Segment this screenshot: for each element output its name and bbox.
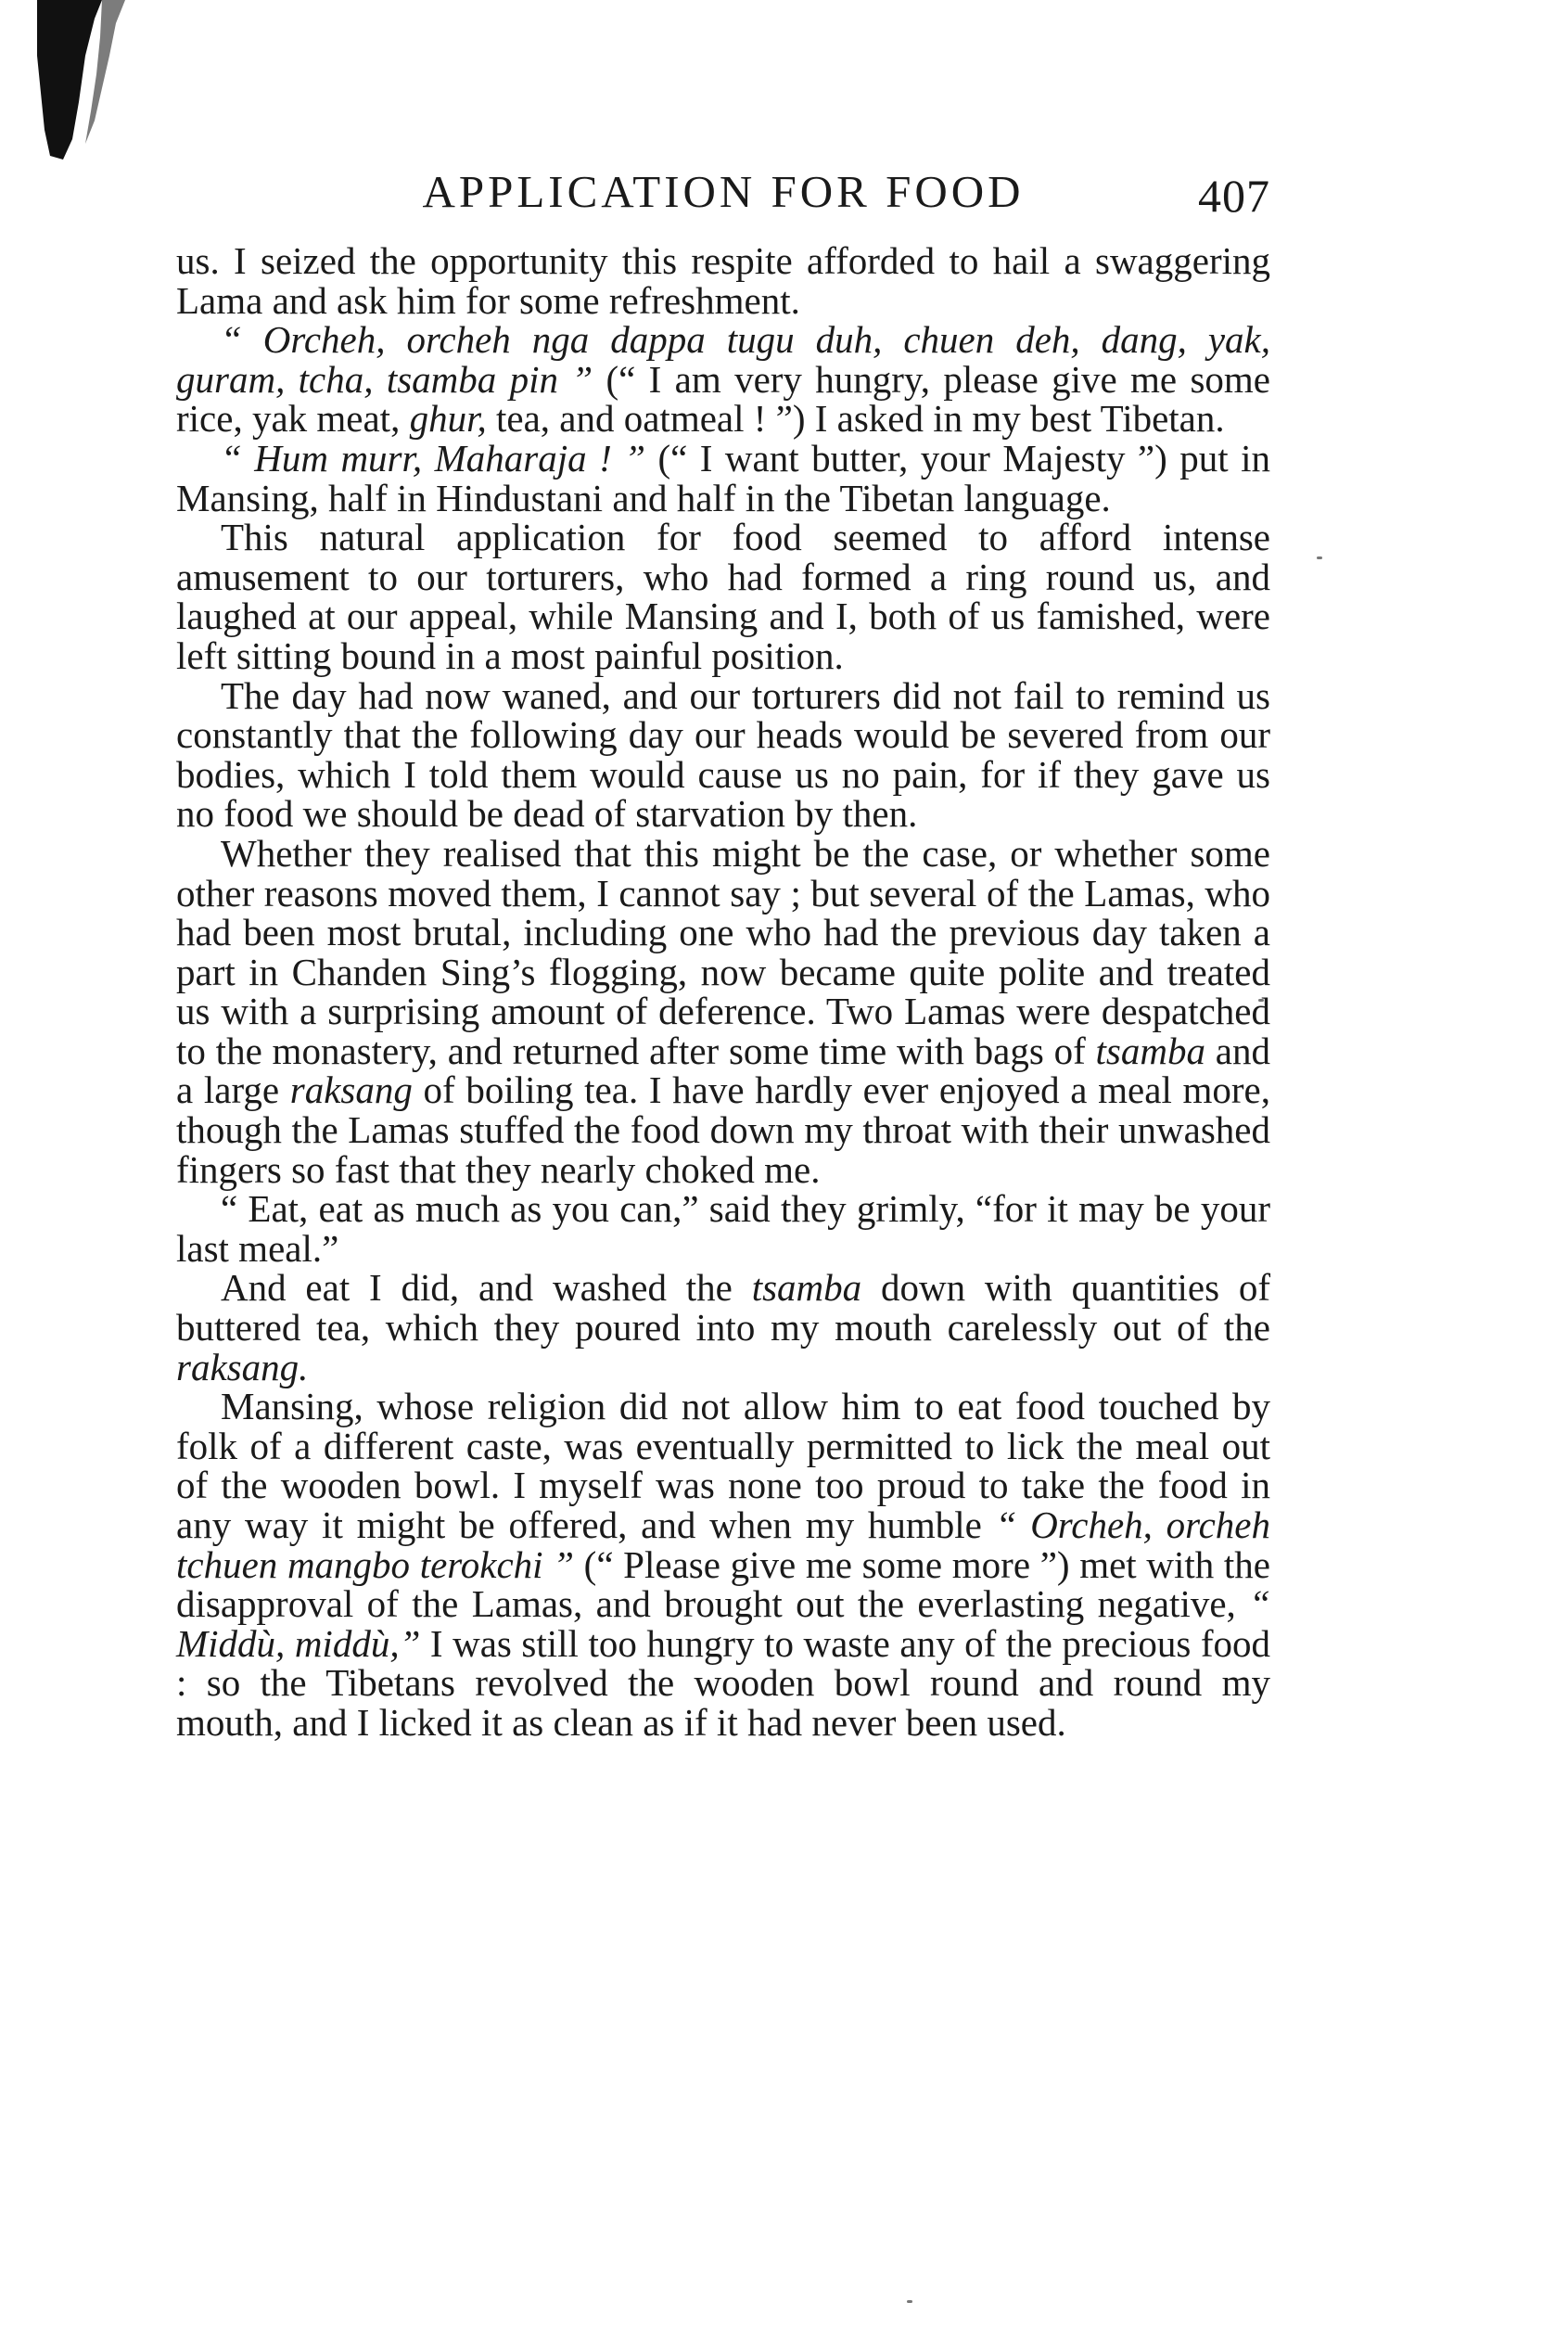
tibetan-word: raksang. [176,1345,309,1388]
paragraph-2: “ Orcheh, orcheh nga dappa tugu duh, chuen deh, dang, yak, guram, tcha, tsamba pin ” (“ I am very hungry, please give me some rice, yak meat, ghur, tea, and oatmeal ! ”) I asked in my best Tibetan. [176,318,1270,441]
margin-speck [907,2300,912,2303]
tibetan-word: raksang [289,1068,413,1112]
paragraph-1: us. I seized the opportunity this respite afforded to hail a swaggering Lama and ask him for some refreshment. [176,239,1270,322]
paragraph-9: Mansing, whose religion did not allow him to eat food touched by folk of a different caste, was eventually permitted to lick the meal out of the wooden bowl. I myself was none too proud to take the food in any way it might be offered, and when my humble “ Orcheh, orcheh tchuen mangbo terokchi ” (“ Please give me some more ”) met with the disapproval of the Lamas, and brought out the everlasting negative, “ Middù, middù,” I was still too hungry to waste any of the precious food : so the Tibetans revolved the wooden bowl round and round my mouth, and I licked it as clean as if it had never been used. [176,1385,1270,1744]
paragraph-8: And eat I did, and washed the tsamba down with quantities of buttered tea, which they poured into my mouth carelessly out of the raksang. [176,1266,1271,1388]
tibetan-quote: “ Orcheh, orcheh nga dappa tugu duh, chuen deh, dang, yak, guram, tcha, tsamba pin ” [176,318,1270,401]
tibetan-word: tsamba [751,1266,862,1310]
page-number: 407 [1198,170,1270,222]
tibetan-word: ghur, [409,397,487,441]
paragraph-7: “ Eat, eat as much as you can,” said they grimly, “for it may be your last meal.” [176,1187,1270,1270]
page-header [176,165,1270,221]
paragraph-5: The day had now waned, and our torturers did not fail to remind us constantly that the following day our heads would be severed from our bodies, which I told them would cause us no pain, for if they gave us no food we should be dead of starvation by then. [176,673,1270,836]
tibetan-quote: “ Middù, middù,” [176,1582,1270,1665]
tibetan-word: tsamba [1095,1029,1205,1072]
tibetan-quote: “ Hum murr, Maharaja ! ” [221,436,646,480]
paragraph-6: Whether they realised that this might be the case, or whether some other reasons moved them, I cannot say ; but several of the Lamas, who had been most brutal, including one who had the previous day taken a part in Chanden Sing’s flogging, now became quite polite and treated us with a surprising amount of deference. Two Lamas were despatched to the monastery, and returned after some time with bags of tsamba and a large raksang of boiling tea. I have hardly ever enjoyed a meal more, though the Lamas stuffed the food down my throat with their unwashed fingers so fast that they nearly choked me. [176,831,1270,1191]
body-text [176,241,1270,1743]
ink-blot-mark [37,0,139,162]
tibetan-quote: “ Orcheh, orcheh tchuen mangbo terokchi ” [176,1503,1270,1586]
paragraph-4: This natural application for food seemed to afford intense amusement to our torturers, who had formed a ring round us, and laughed at our appeal, while Mansing and I, both of us famished, were left sitting bound in a most painful position. [176,516,1270,677]
running-head: APPLICATION FOR FOOD [422,166,1025,217]
paragraph-3: “ Hum murr, Maharaja ! ” (“ I want butter, your Majesty ”) put in Mansing, half in Hindustani and half in the Tibetan language. [176,436,1270,519]
margin-speck [1317,556,1322,559]
